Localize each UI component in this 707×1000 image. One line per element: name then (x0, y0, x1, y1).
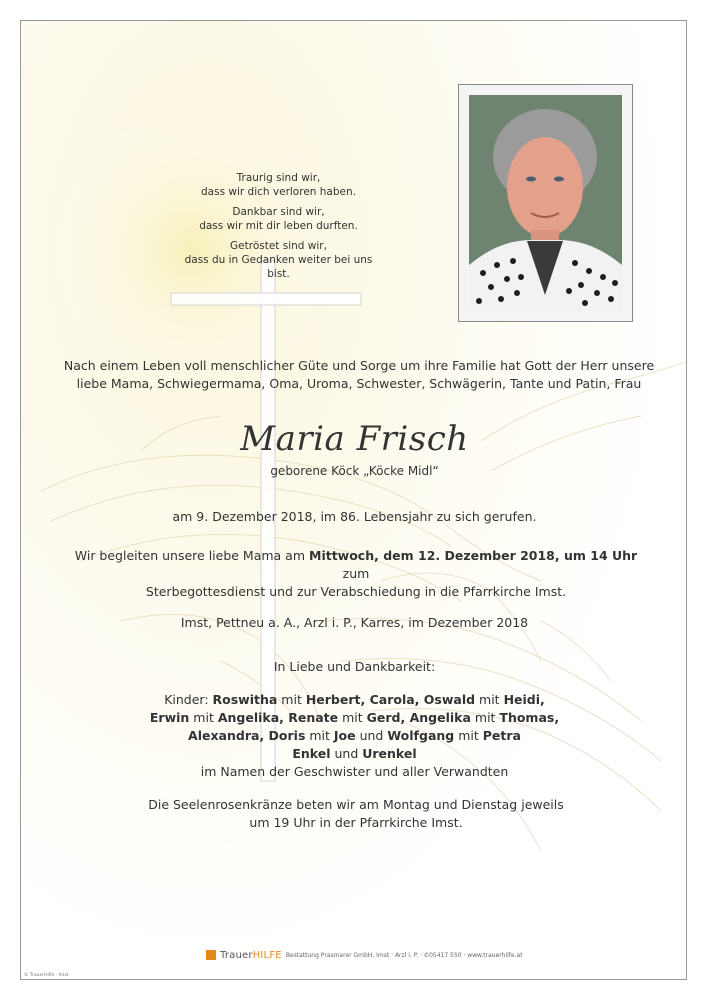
mourner-name: Heidi, (503, 692, 545, 707)
poem-line: Getröstet sind wir, (230, 240, 327, 252)
portrait-frame (458, 84, 633, 322)
poem-line: Dankbar sind wir, (232, 206, 325, 218)
mourner-text: mit (470, 710, 500, 725)
mourner-text: mit (189, 710, 218, 725)
closing-text (61, 796, 651, 832)
mourner-name: Erwin (149, 710, 190, 725)
footer-contact: Bestattung Prasmarer GmbH, Imst · Arzl i. P. · ✆05417 550 · www.trauerhilfe.at (285, 951, 523, 959)
logo-word: Trauer (220, 949, 253, 961)
mourner-name: Joe (333, 728, 356, 743)
mourners-line (81, 709, 628, 727)
mourner-name: Wolfgang (387, 728, 455, 743)
mourner-name: Roswitha (212, 692, 278, 707)
mourners-line (81, 745, 628, 763)
intro-line: liebe Mama, Schwiegermama, Oma, Uroma, Schwester, Schwägerin, Tante und Patin, Frau (76, 376, 642, 391)
mourner-name: Angelika, Renate (217, 710, 339, 725)
mourner-name: Urenkel (362, 746, 417, 761)
mourners-line: im Namen der Geschwister und aller Verwandten (200, 764, 509, 779)
closing-line: um 19 Uhr in der Pfarrkirche Imst. (249, 815, 463, 830)
funeral-details (61, 547, 651, 601)
mourner-name: Enkel (292, 746, 331, 761)
poem-line: Traurig sind wir, (236, 172, 321, 184)
love-gratitude: In Liebe und Dankbarkeit: (273, 659, 436, 674)
maiden-name: geborene Köck „Köcke Midl“ (270, 464, 439, 478)
closing-line: Die Seelenrosenkränze beten wir am Montag und Dienstag jeweils (148, 797, 564, 812)
funeral-datetime: Mittwoch, dem 12. Dezember 2018, um 14 Uhr (309, 548, 638, 563)
mourner-name: Gerd, Angelika (366, 710, 471, 725)
copyright-note: © TrauerHilfe · Imst (24, 973, 69, 978)
place-date: Imst, Pettneu a. A., Arzl i. P., Karres, im Dezember 2018 (180, 615, 529, 630)
funeral-text: zum (342, 566, 370, 581)
poem-line: dass wir mit dir leben durften. (199, 220, 358, 232)
mourners-line (81, 691, 628, 709)
mourner-name: Thomas, (499, 710, 560, 725)
obituary-card (20, 20, 687, 980)
trauerhilfe-logo (220, 950, 282, 961)
poem-stanza (176, 239, 381, 281)
mourner-name: Alexandra, Doris (188, 728, 306, 743)
funeral-text: Sterbegottesdienst und zur Verabschiedung in die Pfarrkirche Imst. (145, 584, 567, 599)
poem-stanza (176, 171, 381, 199)
funeral-text: Wir begleiten unsere liebe Mama am (74, 548, 309, 563)
mourners-line (81, 727, 628, 745)
portrait-photo (469, 95, 622, 311)
mourner-text: mit (277, 692, 306, 707)
mourners-list (81, 691, 628, 781)
mourner-text: und (330, 746, 363, 761)
poem-stanza (176, 205, 381, 233)
mourner-name: Petra (482, 728, 521, 743)
poem-line: dass du in Gedanken weiter bei uns bist. (184, 254, 373, 280)
intro-line: Nach einem Leben voll menschlicher Güte und Sorge um ihre Familie hat Gott der Herr unsere (63, 358, 655, 373)
intro-text (59, 357, 659, 393)
mourner-name: Herbert, Carola, Oswald (305, 692, 476, 707)
death-notice: am 9. Dezember 2018, im 86. Lebensjahr zu sich gerufen. (172, 509, 537, 524)
trauerhilfe-logo-icon (206, 950, 216, 960)
mourner-text: mit (475, 692, 504, 707)
mourner-text: Kinder: (164, 692, 213, 707)
deceased-name: Maria Frisch (240, 419, 469, 459)
poem-line: dass wir dich verloren haben. (201, 186, 356, 198)
footer (206, 948, 523, 962)
mourner-text: und (355, 728, 388, 743)
mourner-text: mit (305, 728, 334, 743)
logo-word-accent: HILFE (252, 949, 282, 961)
poem (176, 171, 381, 287)
mourner-text: mit (338, 710, 367, 725)
mourner-text: mit (454, 728, 483, 743)
